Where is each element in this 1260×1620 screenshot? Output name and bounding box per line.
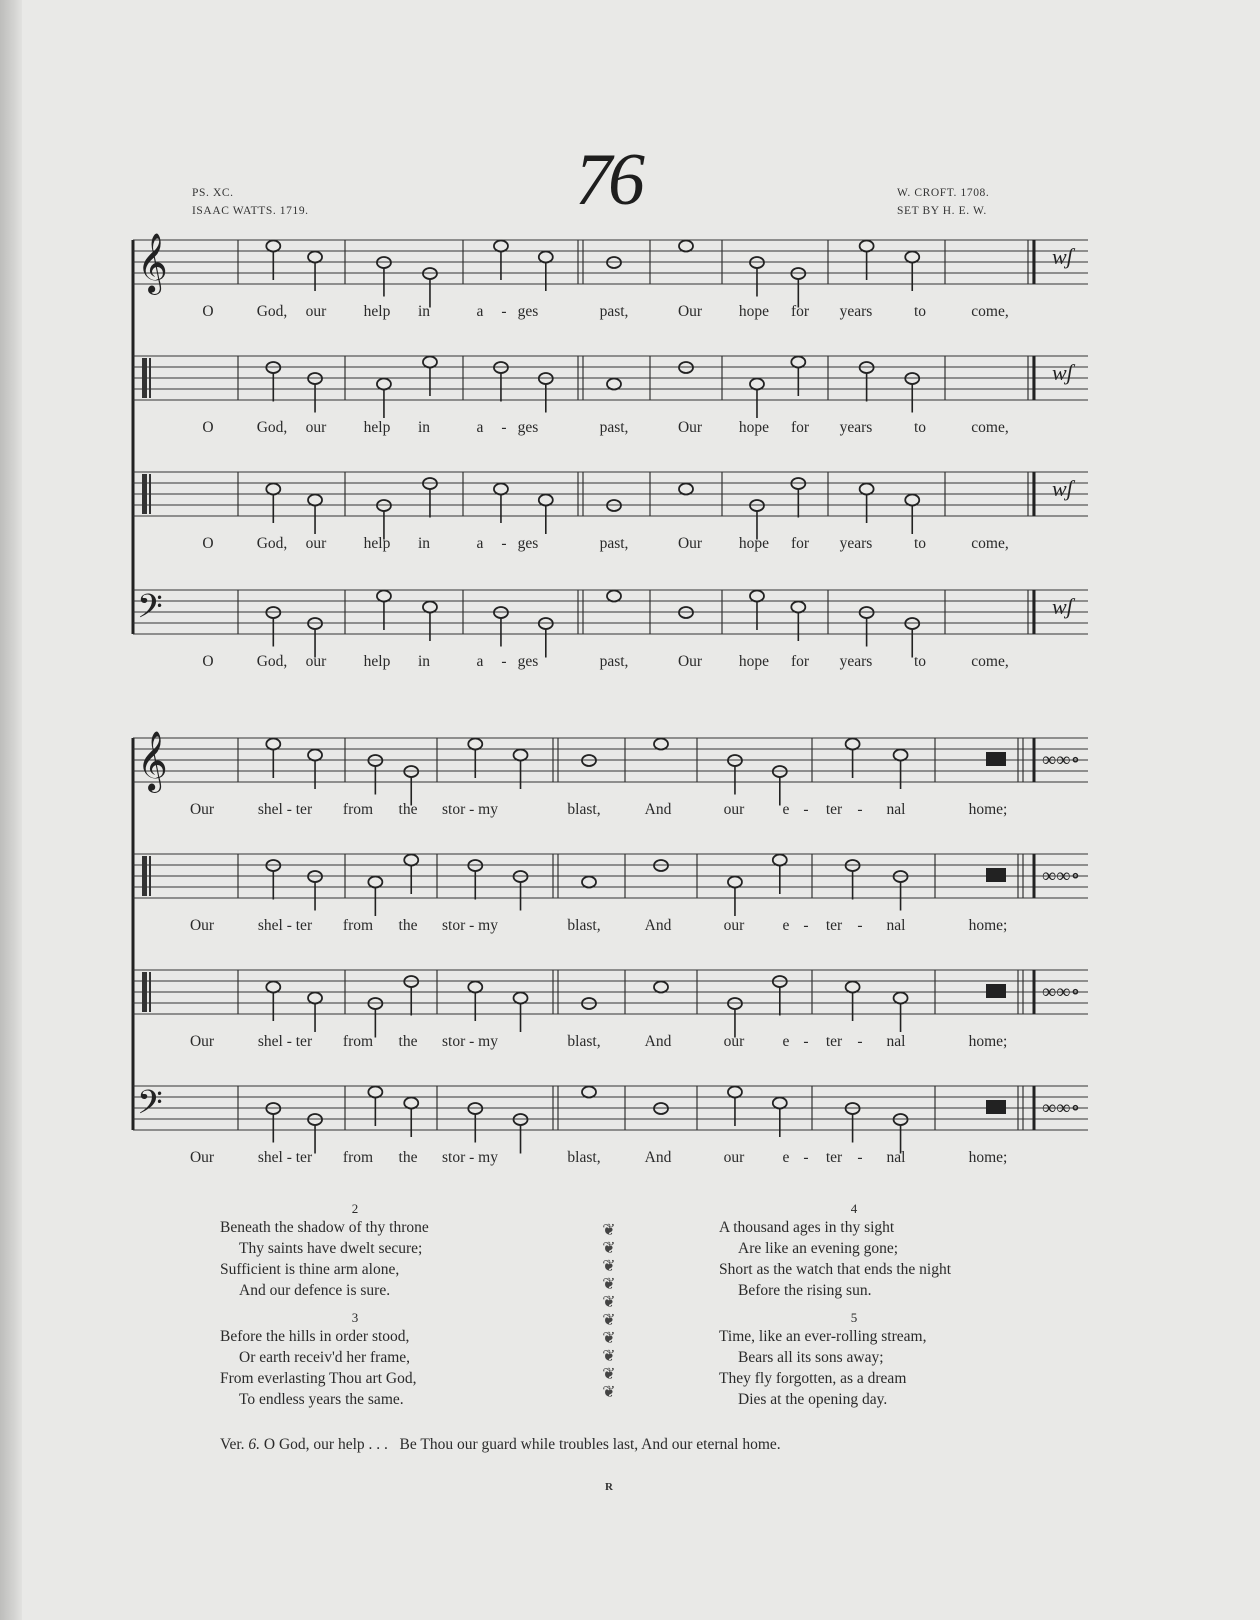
lyric-syllable: blast, bbox=[567, 917, 601, 934]
lyric-syllable: stor - my bbox=[442, 1149, 498, 1166]
note-head bbox=[846, 982, 860, 993]
verse-line: Time, like an ever-rolling stream, bbox=[719, 1328, 927, 1345]
lyric-syllable: to bbox=[913, 303, 927, 320]
lyric-syllable: hope bbox=[738, 303, 770, 320]
text-author: ISAAC WATTS. 1719. bbox=[192, 205, 309, 217]
alto-clef bbox=[149, 856, 151, 896]
note-head bbox=[905, 252, 919, 263]
lyric-syllable: from bbox=[342, 917, 374, 934]
verse-block-right bbox=[719, 1200, 989, 1410]
lyric-syllable: in bbox=[417, 653, 431, 670]
lyric-syllable: shel - ter bbox=[257, 1033, 313, 1050]
note-head bbox=[728, 1087, 742, 1098]
note-head bbox=[368, 1087, 382, 1098]
signature-mark: R bbox=[605, 1481, 613, 1493]
lyric-syllable: e bbox=[782, 801, 790, 818]
lyric-syllable: help bbox=[363, 653, 391, 670]
lyric-syllable: O bbox=[202, 303, 214, 320]
note-head bbox=[860, 484, 874, 495]
lyric-syllable: blast, bbox=[567, 801, 601, 818]
lyric-syllable: home; bbox=[968, 1149, 1008, 1166]
lyric-syllable: Our bbox=[189, 917, 215, 934]
lyric-syllable: e bbox=[782, 917, 790, 934]
lyric-syllable: O bbox=[202, 535, 214, 552]
note-head bbox=[860, 241, 874, 252]
final-flourish: ∞∞∘ bbox=[1042, 749, 1081, 771]
lyric-syllable: from bbox=[342, 1149, 374, 1166]
lyric-syllable: - bbox=[857, 801, 863, 818]
lyric-syllable: home; bbox=[968, 1033, 1008, 1050]
lyric-syllable: And bbox=[644, 917, 672, 934]
ornament-divider: ❦ ❦ ❦ ❦ ❦ ❦ ❦ ❦ ❦ ❦ bbox=[602, 1222, 616, 1401]
verse-line: Before the rising sun. bbox=[738, 1282, 872, 1299]
note-head bbox=[266, 982, 280, 993]
lyric-syllable: our bbox=[305, 653, 327, 670]
lyric-syllable: come, bbox=[971, 535, 1009, 552]
bass-clef: 𝄢 bbox=[137, 1084, 163, 1129]
alto-clef bbox=[142, 474, 147, 514]
alto-clef bbox=[142, 972, 147, 1012]
lyric-syllable: - bbox=[857, 917, 863, 934]
note-head bbox=[607, 591, 621, 602]
note-head bbox=[308, 993, 322, 1004]
lyric-syllable: Our bbox=[189, 1033, 215, 1050]
tune-composer: W. CROFT. 1708. bbox=[897, 187, 990, 199]
lyric-syllable: Our bbox=[677, 419, 703, 436]
lyric-syllable: e bbox=[782, 1149, 790, 1166]
verse-line: They fly forgotten, as a dream bbox=[719, 1370, 907, 1387]
verse-line: Sufficient is thine arm alone, bbox=[220, 1261, 400, 1278]
note-head bbox=[308, 252, 322, 263]
note-head bbox=[582, 877, 596, 888]
note-head bbox=[894, 750, 908, 761]
bass-clef: 𝄢 bbox=[137, 588, 163, 633]
note-head bbox=[377, 591, 391, 602]
lyric-syllable: - bbox=[857, 1149, 863, 1166]
verse-line: Are like an evening gone; bbox=[738, 1240, 899, 1257]
note-head bbox=[266, 484, 280, 495]
custos-mark: wʃ bbox=[1052, 476, 1073, 501]
lyric-syllable: past, bbox=[599, 419, 629, 436]
lyric-syllable: ter bbox=[825, 1149, 843, 1166]
note-head bbox=[773, 855, 787, 866]
note-head bbox=[607, 379, 621, 390]
lyric-syllable: nal bbox=[886, 1149, 906, 1166]
lyric-syllable: a bbox=[476, 653, 484, 670]
note-head bbox=[423, 602, 437, 613]
lyric-syllable: in bbox=[417, 303, 431, 320]
note-head bbox=[266, 739, 280, 750]
lyric-syllable: nal bbox=[886, 917, 906, 934]
lyric-syllable: the bbox=[398, 1033, 418, 1050]
lyric-syllable: ter bbox=[825, 1033, 843, 1050]
treble-clef: 𝄞 bbox=[137, 733, 168, 790]
lyric-syllable: for bbox=[790, 303, 810, 320]
lyric-syllable: - bbox=[803, 1149, 809, 1166]
lyric-syllable: help bbox=[363, 419, 391, 436]
lyric-syllable: O bbox=[202, 653, 214, 670]
lyric-syllable: stor - my bbox=[442, 1033, 498, 1050]
lyric-syllable: And bbox=[644, 1033, 672, 1050]
lyric-syllable: - bbox=[803, 917, 809, 934]
breve-rest bbox=[986, 752, 1006, 766]
lyric-syllable: Our bbox=[677, 303, 703, 320]
note-head bbox=[679, 241, 693, 252]
lyric-syllable: our bbox=[723, 801, 745, 818]
lyric-syllable: And bbox=[644, 1149, 672, 1166]
note-head bbox=[773, 1098, 787, 1109]
lyric-syllable: blast, bbox=[567, 1149, 601, 1166]
note-head bbox=[308, 750, 322, 761]
lyric-syllable: Our bbox=[189, 801, 215, 818]
alto-clef bbox=[142, 856, 147, 896]
note-head bbox=[368, 877, 382, 888]
custos-mark: wʃ bbox=[1052, 244, 1073, 269]
verse-line: From everlasting Thou art God, bbox=[220, 1370, 417, 1387]
breve-rest bbox=[986, 868, 1006, 882]
note-head bbox=[468, 982, 482, 993]
verse-line: And our defence is sure. bbox=[239, 1282, 391, 1299]
note-head bbox=[514, 993, 528, 1004]
lyric-syllable: Our bbox=[677, 535, 703, 552]
lyric-syllable: - bbox=[803, 801, 809, 818]
note-head bbox=[494, 241, 508, 252]
lyric-syllable: ter bbox=[825, 917, 843, 934]
lyric-syllable: to bbox=[913, 419, 927, 436]
lyric-syllable: - bbox=[803, 1033, 809, 1050]
breve-rest bbox=[986, 984, 1006, 998]
lyric-syllable: our bbox=[723, 1149, 745, 1166]
lyric-syllable: for bbox=[790, 653, 810, 670]
note-head bbox=[539, 252, 553, 263]
lyric-syllable: the bbox=[398, 1149, 418, 1166]
lyric-syllable: ges bbox=[517, 653, 539, 670]
treble-clef: 𝄞 bbox=[137, 235, 168, 292]
lyric-syllable: years bbox=[839, 535, 873, 552]
lyric-syllable: home; bbox=[968, 917, 1008, 934]
custos-mark: wʃ bbox=[1052, 594, 1073, 619]
lyric-syllable: shel - ter bbox=[257, 917, 313, 934]
lyric-syllable: to bbox=[913, 653, 927, 670]
lyric-syllable: to bbox=[913, 535, 927, 552]
lyric-syllable: come, bbox=[971, 303, 1009, 320]
lyric-syllable: come, bbox=[971, 419, 1009, 436]
lyric-syllable: a bbox=[476, 303, 484, 320]
note-head bbox=[404, 855, 418, 866]
lyric-syllable: stor - my bbox=[442, 801, 498, 818]
footnote-text: O God, our help . . . Be Thou our guard while troubles last, And our eternal home. bbox=[263, 1436, 781, 1453]
lyric-syllable: Our bbox=[677, 653, 703, 670]
verse-line: Or earth receiv'd her frame, bbox=[239, 1349, 411, 1366]
lyric-syllable: ges bbox=[517, 535, 539, 552]
lyric-syllable: our bbox=[723, 917, 745, 934]
final-flourish: ∞∞∘ bbox=[1042, 865, 1081, 887]
lyric-syllable: stor - my bbox=[442, 917, 498, 934]
lyric-syllable: God, bbox=[256, 535, 288, 552]
lyric-syllable: our bbox=[305, 419, 327, 436]
verse-line: Beneath the shadow of thy throne bbox=[220, 1219, 429, 1236]
note-head bbox=[654, 982, 668, 993]
note-head bbox=[423, 357, 437, 368]
note-head bbox=[582, 1087, 596, 1098]
lyric-syllable: ges bbox=[517, 419, 539, 436]
note-head bbox=[404, 1098, 418, 1109]
lyric-syllable: Our bbox=[189, 1149, 215, 1166]
verse-line: Short as the watch that ends the night bbox=[719, 1261, 952, 1278]
lyric-syllable: God, bbox=[256, 419, 288, 436]
note-head bbox=[750, 591, 764, 602]
note-head bbox=[377, 379, 391, 390]
verse-line: Dies at the opening day. bbox=[738, 1391, 888, 1408]
lyric-syllable: a bbox=[476, 535, 484, 552]
footnote-label: Ver. bbox=[220, 1436, 245, 1453]
footnote-verse-number: 6. bbox=[248, 1436, 261, 1453]
note-head bbox=[905, 495, 919, 506]
alto-clef bbox=[149, 972, 151, 1012]
lyric-syllable: in bbox=[417, 419, 431, 436]
note-head bbox=[791, 602, 805, 613]
lyric-syllable: from bbox=[342, 801, 374, 818]
lyric-syllable: - bbox=[857, 1033, 863, 1050]
verse-number: 5 bbox=[850, 1310, 858, 1325]
lyric-syllable: years bbox=[839, 419, 873, 436]
final-flourish: ∞∞∘ bbox=[1042, 1097, 1081, 1119]
lyric-syllable: God, bbox=[256, 653, 288, 670]
lyric-syllable: our bbox=[723, 1033, 745, 1050]
hymn-number: 76 bbox=[575, 139, 641, 221]
lyric-syllable: - bbox=[501, 419, 507, 436]
note-head bbox=[539, 495, 553, 506]
lyric-syllable: ter bbox=[825, 801, 843, 818]
custos-mark: wʃ bbox=[1052, 360, 1073, 385]
final-verse-note bbox=[220, 1436, 781, 1454]
verse-line: A thousand ages in thy sight bbox=[719, 1219, 895, 1236]
verse-line: Bears all its sons away; bbox=[738, 1349, 884, 1366]
lyric-syllable: past, bbox=[599, 653, 629, 670]
note-head bbox=[494, 484, 508, 495]
lyric-syllable: - bbox=[501, 653, 507, 670]
lyric-syllable: e bbox=[782, 1033, 790, 1050]
final-flourish: ∞∞∘ bbox=[1042, 981, 1081, 1003]
note-head bbox=[266, 241, 280, 252]
lyric-syllable: God, bbox=[256, 303, 288, 320]
note-head bbox=[728, 877, 742, 888]
lyric-syllable: ges bbox=[517, 303, 539, 320]
note-head bbox=[894, 993, 908, 1004]
lyric-syllable: hope bbox=[738, 535, 770, 552]
tune-arranger: SET BY H. E. W. bbox=[897, 205, 987, 217]
note-head bbox=[750, 379, 764, 390]
verse-line: Thy saints have dwelt secure; bbox=[239, 1240, 423, 1257]
lyric-syllable: help bbox=[363, 535, 391, 552]
note-head bbox=[791, 357, 805, 368]
breve-rest bbox=[986, 1100, 1006, 1114]
note-head bbox=[846, 739, 860, 750]
lyric-syllable: come, bbox=[971, 653, 1009, 670]
lyric-syllable: nal bbox=[886, 801, 906, 818]
lyric-syllable: - bbox=[501, 303, 507, 320]
lyric-syllable: years bbox=[839, 653, 873, 670]
lyric-syllable: home; bbox=[968, 801, 1008, 818]
lyric-syllable: past, bbox=[599, 303, 629, 320]
note-head bbox=[514, 750, 528, 761]
lyric-syllable: And bbox=[644, 801, 672, 818]
lyric-syllable: in bbox=[417, 535, 431, 552]
lyric-syllable: for bbox=[790, 535, 810, 552]
lyric-syllable: shel - ter bbox=[257, 801, 313, 818]
verse-line: To endless years the same. bbox=[239, 1391, 404, 1408]
verse-number: 2 bbox=[351, 1201, 359, 1216]
lyric-syllable: hope bbox=[738, 419, 770, 436]
lyric-syllable: past, bbox=[599, 535, 629, 552]
lyric-syllable: - bbox=[501, 535, 507, 552]
lyric-syllable: for bbox=[790, 419, 810, 436]
lyric-syllable: years bbox=[839, 303, 873, 320]
note-head bbox=[308, 495, 322, 506]
psalm-reference: PS. XC. bbox=[192, 187, 234, 199]
alto-clef bbox=[149, 358, 151, 398]
alto-clef bbox=[149, 474, 151, 514]
note-head bbox=[468, 739, 482, 750]
note-head bbox=[679, 484, 693, 495]
lyric-syllable: the bbox=[398, 801, 418, 818]
lyric-syllable: from bbox=[342, 1033, 374, 1050]
verse-number: 4 bbox=[850, 1201, 858, 1216]
lyric-syllable: blast, bbox=[567, 1033, 601, 1050]
lyric-syllable: the bbox=[398, 917, 418, 934]
lyric-syllable: O bbox=[202, 419, 214, 436]
lyric-syllable: our bbox=[305, 535, 327, 552]
lyric-syllable: hope bbox=[738, 653, 770, 670]
lyric-syllable: our bbox=[305, 303, 327, 320]
alto-clef bbox=[142, 358, 147, 398]
verse-number: 3 bbox=[351, 1310, 359, 1325]
verse-line: Before the hills in order stood, bbox=[220, 1328, 410, 1345]
lyric-syllable: shel - ter bbox=[257, 1149, 313, 1166]
note-head bbox=[654, 739, 668, 750]
lyric-syllable: help bbox=[363, 303, 391, 320]
verse-block-left bbox=[220, 1200, 490, 1410]
lyric-syllable: nal bbox=[886, 1033, 906, 1050]
lyric-syllable: a bbox=[476, 419, 484, 436]
